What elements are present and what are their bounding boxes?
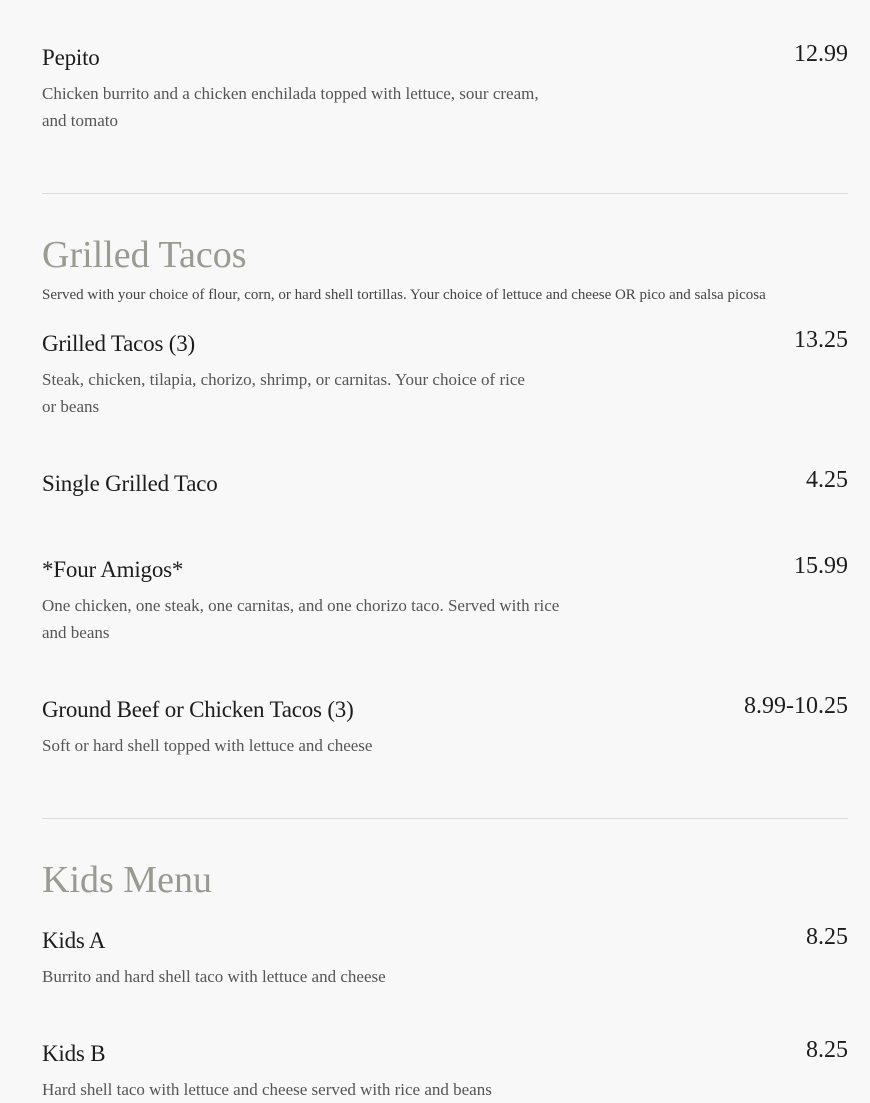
item-description-line: or beans — [42, 397, 100, 416]
item-price: 13.25 — [794, 327, 848, 353]
item-description — [42, 80, 848, 134]
item-price: 8.25 — [806, 924, 848, 950]
item-price: 8.25 — [806, 1037, 848, 1063]
item-name: Kids B — [42, 1041, 106, 1066]
item-name: Kids A — [42, 928, 106, 953]
item-name: Grilled Tacos (3) — [42, 331, 195, 356]
item-description-line: One chicken, one steak, one carnitas, and one chorizo taco. Served with rice — [42, 596, 560, 615]
item-description-line: and beans — [42, 623, 110, 642]
item-description-line: Burrito and hard shell taco with lettuce and cheese — [42, 967, 386, 986]
item-description — [42, 592, 848, 646]
item-description — [42, 732, 848, 759]
item-description — [42, 366, 848, 420]
item-price: 15.99 — [794, 553, 848, 579]
item-description — [42, 1076, 848, 1103]
item-description-line: Chicken burrito and a chicken enchilada topped with lettuce, sour cream, — [42, 84, 539, 103]
section-divider — [42, 193, 848, 194]
item-name: Pepito — [42, 45, 100, 70]
item-description-line: Hard shell taco with lettuce and cheese served with rice and beans — [42, 1080, 492, 1099]
menu-item-kids-b — [42, 1037, 848, 1103]
section-divider — [42, 818, 848, 819]
item-price: 12.99 — [794, 41, 848, 67]
menu-item-ground-beef-chicken-tacos — [42, 693, 848, 759]
item-description — [42, 963, 848, 990]
item-name: Ground Beef or Chicken Tacos (3) — [42, 697, 354, 722]
item-price: 4.25 — [806, 467, 848, 493]
item-description-line: Steak, chicken, tilapia, chorizo, shrimp, or carnitas. Your choice of rice — [42, 370, 525, 389]
item-description-line: and tomato — [42, 111, 119, 130]
item-name: Single Grilled Taco — [42, 471, 218, 496]
menu-item-single-grilled-taco — [42, 467, 848, 498]
item-name: *Four Amigos* — [42, 557, 184, 582]
item-description-line: Soft or hard shell topped with lettuce and cheese — [42, 736, 373, 755]
menu-item-kids-a — [42, 924, 848, 990]
menu-item-grilled-tacos — [42, 327, 848, 420]
section-title-kids-menu: Kids Menu — [42, 859, 212, 901]
section-title-grilled-tacos: Grilled Tacos — [42, 234, 247, 276]
section-note: Served with your choice of flour, corn, or hard shell tortillas. Your choice of lettuce and cheese OR pico and salsa picosa — [42, 287, 766, 303]
menu-item-pepito — [42, 41, 848, 134]
item-price: 8.99-10.25 — [744, 693, 848, 719]
menu-item-four-amigos — [42, 553, 848, 646]
